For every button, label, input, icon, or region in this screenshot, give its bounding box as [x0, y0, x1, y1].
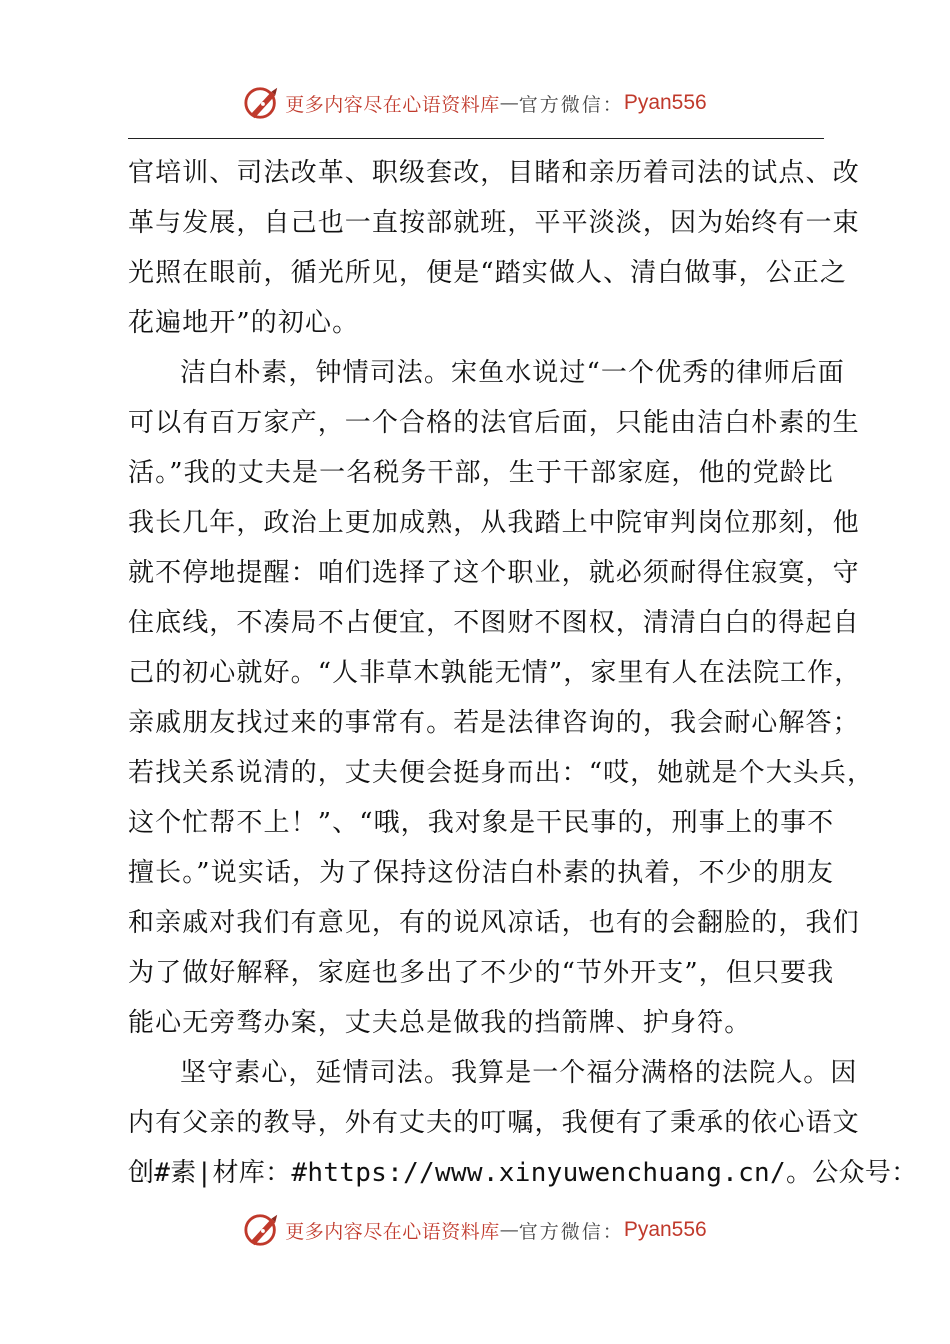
pen-nib-logo-icon: [243, 1211, 281, 1249]
text-line: 住底线，不凑局不占便宜，不图财不图权，清清白白的得起自: [128, 608, 860, 638]
paragraph-start-line: 坚守素心，延情司法。我算是一个福分满格的法院人。因: [180, 1058, 858, 1088]
text-line: 活。”我的丈夫是一名税务干部，生于干部家庭，他的党龄比: [128, 458, 834, 488]
text-line: 可以有百万家产，一个合格的法官后面，只能由洁白朴素的生: [128, 408, 860, 438]
footer-separator: —: [499, 1219, 519, 1241]
footer-main-text: 更多内容尽在心语资料库: [285, 1220, 500, 1243]
text-line: 若找关系说清的，丈夫便会挺身而出：“哎，她就是个大头兵，: [128, 758, 875, 788]
header-banner: [0, 78, 950, 128]
text-line: 能心无旁骛办案，丈夫总是做我的挡箭牌、护身符。: [128, 1008, 752, 1038]
text-line: 官培训、司法改革、职级套改，目睹和亲历着司法的试点、改: [128, 158, 860, 188]
text-line: 己的初心就好。“人非草木孰能无情”，家里有人在法院工作，: [128, 658, 862, 688]
text-line: 革与发展，自己也一直按部就班，平平淡淡，因为始终有一束: [128, 208, 860, 238]
text-line: 我长几年，政治上更加成熟，从我踏上中院审判岗位那刻，他: [128, 508, 860, 538]
header-wechat-label: 官方微信：: [518, 93, 624, 116]
paragraph-start-line: 洁白朴素，钟情司法。宋鱼水说过“一个优秀的律师后面: [180, 358, 845, 388]
header-divider: [128, 138, 824, 139]
text-line: 为了做好解释，家庭也多出了不少的“节外开支”，但只要我: [128, 958, 835, 988]
document-body: [128, 148, 918, 1198]
footer-banner: [0, 1205, 950, 1255]
text-line: 这个忙帮不上！”、“哦，我对象是干民事的，刑事上的事不: [128, 808, 835, 838]
header-wechat-id: Pyan556: [623, 91, 707, 114]
text-line: 内有父亲的教导，外有丈夫的叮嘱，我便有了秉承的依心语文: [128, 1108, 860, 1138]
footer-wechat-label: 官方微信：: [518, 1220, 624, 1243]
header-separator: —: [499, 92, 519, 114]
text-line: 就不停地提醒：咱们选择了这个职业，就必须耐得住寂寞，守: [128, 558, 860, 588]
text-line: 创#素|材库：#https://www.xinyuwenchuang.cn/。公众号：: [128, 1158, 918, 1188]
text-line: 和亲戚对我们有意见，有的说风凉话，也有的会翻脸的，我们: [128, 908, 860, 938]
footer-wechat-id: Pyan556: [623, 1218, 707, 1241]
header-main-text: 更多内容尽在心语资料库: [285, 93, 500, 116]
text-line: 花遍地开”的初心。: [128, 308, 360, 338]
text-line: 擅长。”说实话，为了保持这份洁白朴素的执着，不少的朋友: [128, 858, 834, 888]
pen-nib-logo-icon: [243, 84, 281, 122]
text-line: 亲戚朋友找过来的事常有。若是法律咨询的，我会耐心解答；: [128, 708, 860, 738]
text-line: 光照在眼前，循光所见，便是“踏实做人、清白做事，公正之: [128, 258, 847, 288]
